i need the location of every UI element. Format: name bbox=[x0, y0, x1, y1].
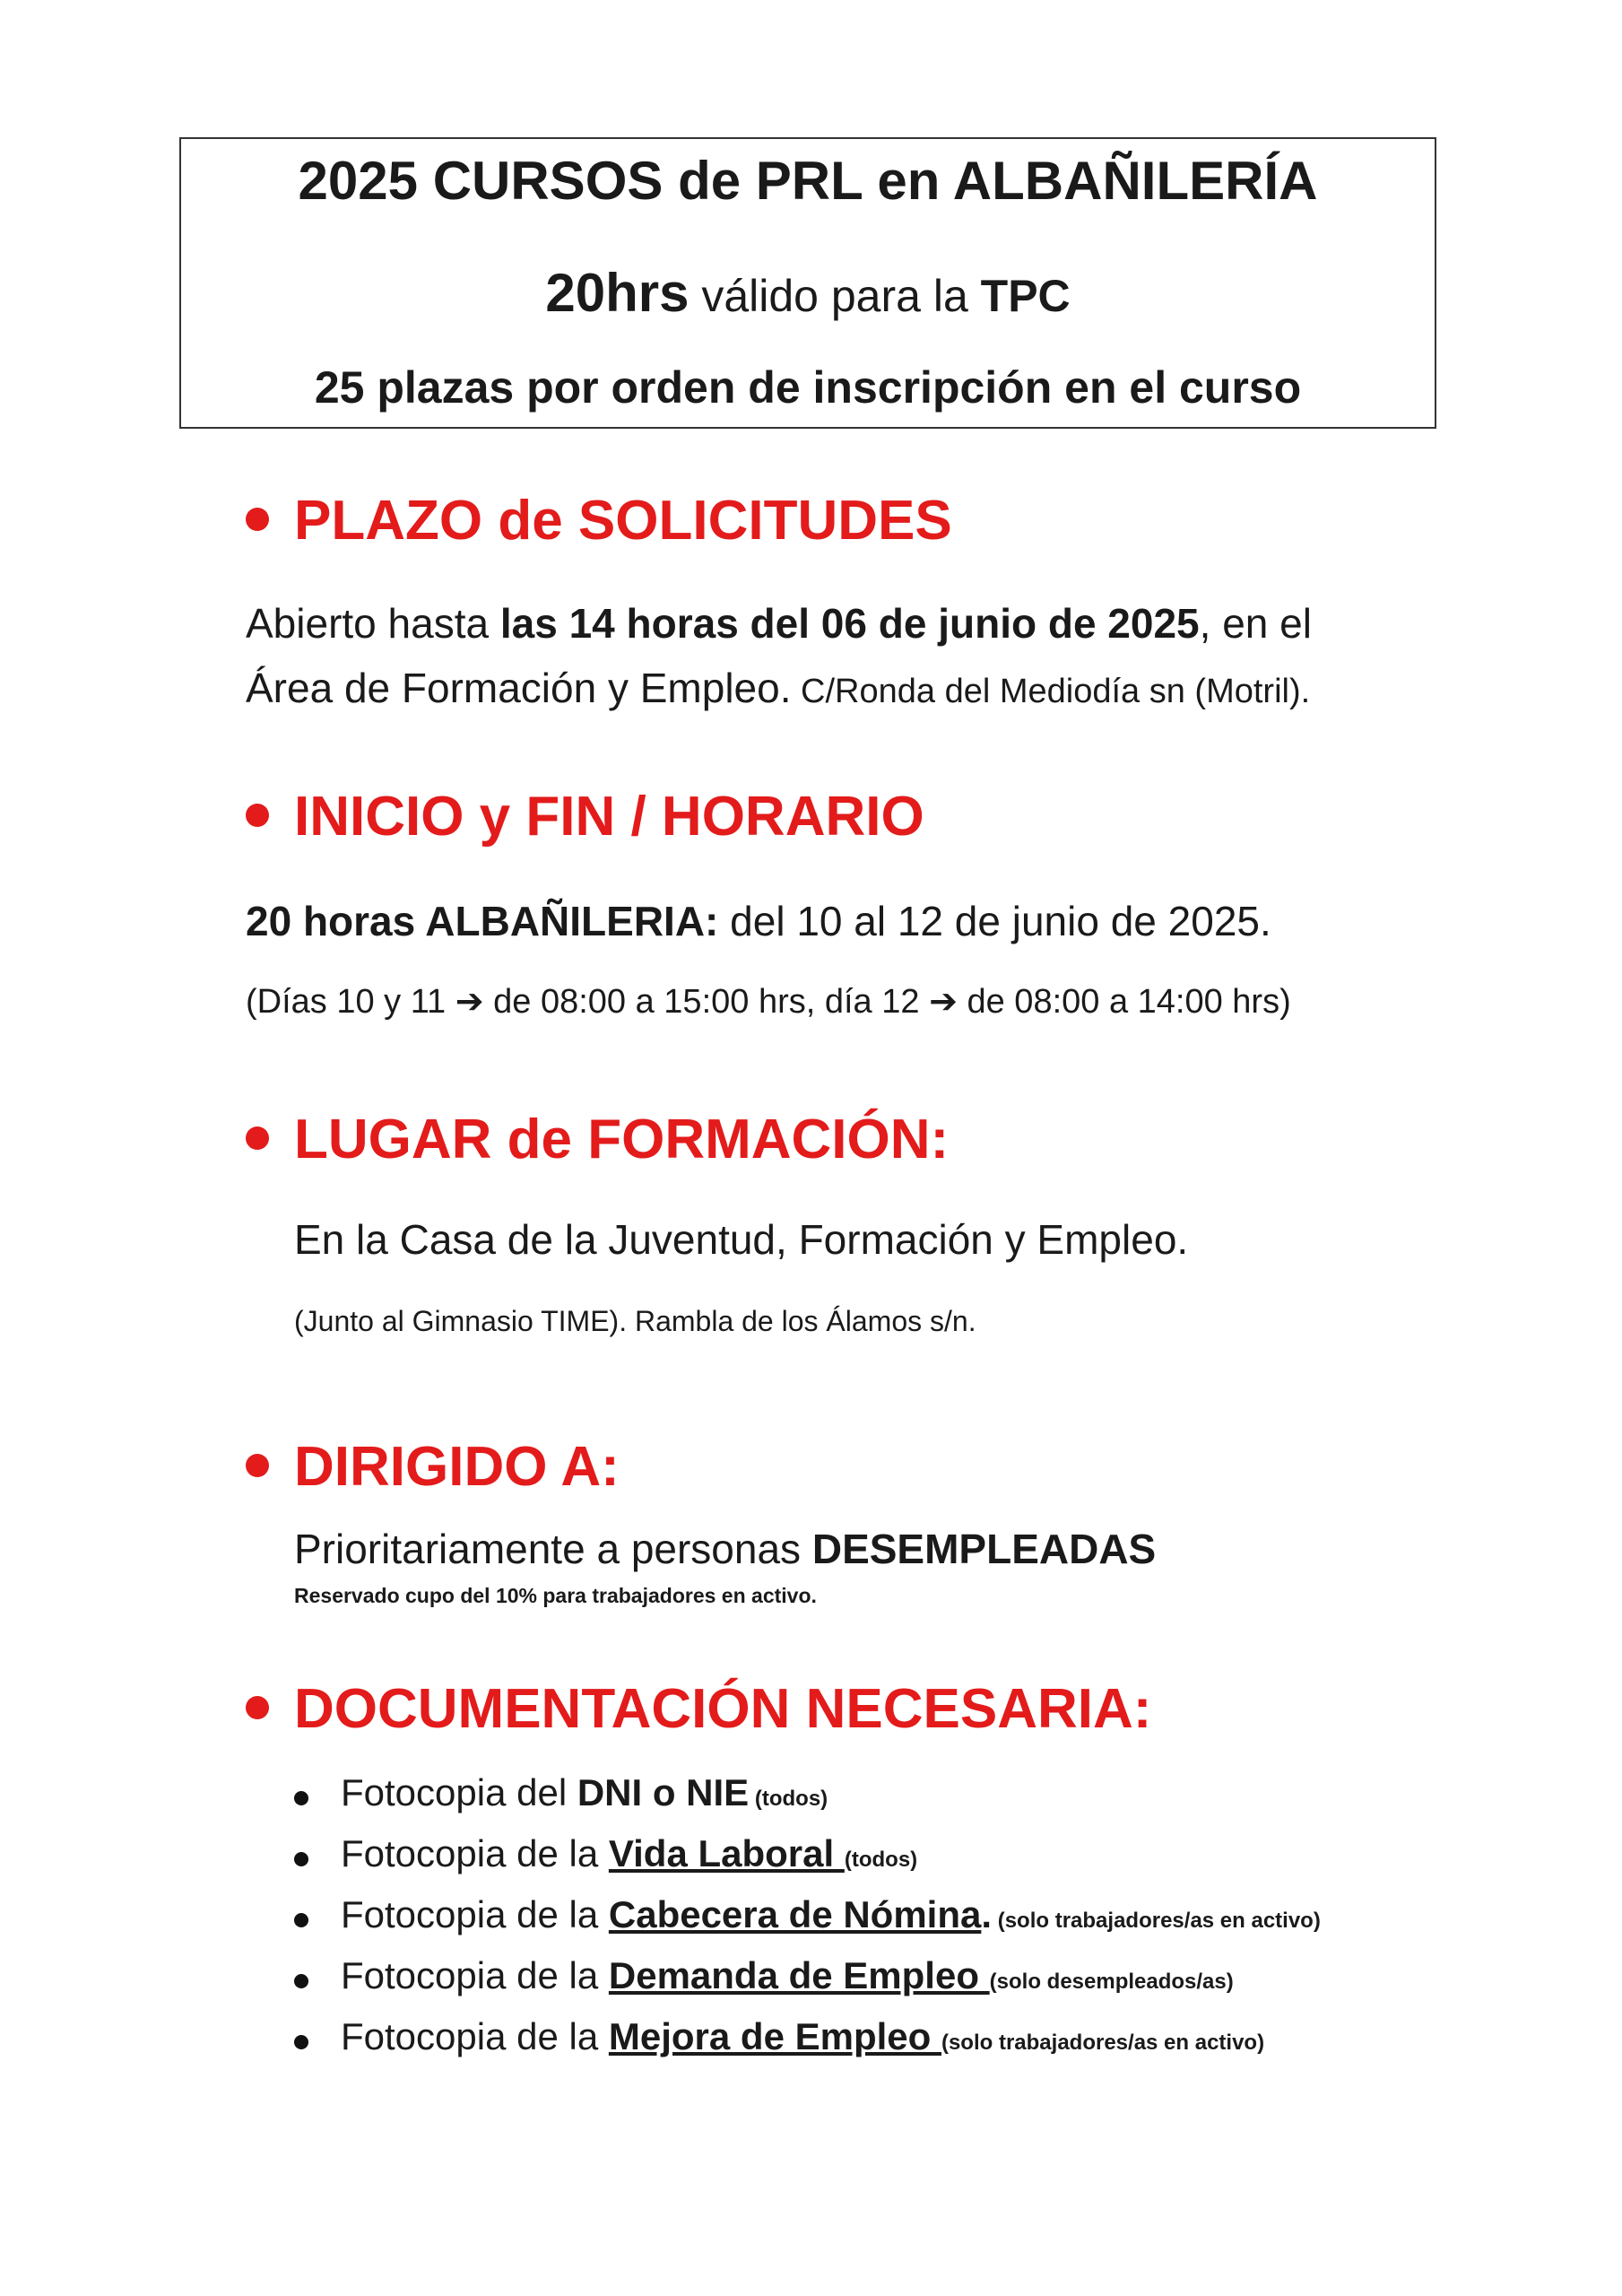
bullet-icon bbox=[294, 1852, 308, 1866]
section-lugar-title: LUGAR de FORMACIÓN: bbox=[246, 1108, 949, 1171]
arrow-icon: ➔ bbox=[929, 983, 958, 1021]
bullet-icon bbox=[294, 1913, 308, 1927]
section-dirigido-title: DIRIGIDO A: bbox=[246, 1435, 620, 1499]
bullet-icon bbox=[246, 508, 269, 531]
bullet-icon bbox=[294, 1791, 308, 1805]
plazas-line: 25 plazas por orden de inscripción en el curso bbox=[314, 362, 1302, 413]
bullet-icon bbox=[246, 1696, 269, 1719]
arrow-icon: ➔ bbox=[455, 983, 484, 1021]
bullet-icon bbox=[294, 2035, 308, 2049]
lugar-detail: (Junto al Gimnasio TIME). Rambla de los Álamos s/n. bbox=[294, 1305, 976, 1337]
plazo-line-1: Abierto hasta las 14 horas del 06 de junio de 2025, en el bbox=[246, 600, 1312, 647]
list-item: Fotocopia de la Vida Laboral (todos) bbox=[287, 1832, 1453, 1893]
valid-text: válido para la bbox=[689, 271, 981, 321]
inicio-dates: 20 horas ALBAÑILERIA: del 10 al 12 de junio de 2025. bbox=[246, 898, 1271, 944]
plazo-line-2: Área de Formación y Empleo. C/Ronda del Mediodía sn (Motril). bbox=[246, 665, 1311, 711]
dirigido-line: Prioritariamente a personas DESEMPLEADAS bbox=[294, 1526, 1157, 1572]
page-title: 2025 CURSOS de PRL en ALBAÑILERÍA bbox=[298, 151, 1318, 211]
list-item: Fotocopia de la Demanda de Empleo (solo desempleados/as) bbox=[287, 1954, 1453, 2015]
section-plazo-title: PLAZO de SOLICITUDES bbox=[246, 489, 952, 552]
section-documentacion-title: DOCUMENTACIÓN NECESARIA: bbox=[246, 1677, 1151, 1741]
lugar-place: En la Casa de la Juventud, Formación y Empleo. bbox=[294, 1216, 1189, 1263]
bullet-icon bbox=[246, 1454, 269, 1477]
bullet-icon bbox=[246, 1126, 269, 1150]
section-inicio-title: INICIO y FIN / HORARIO bbox=[246, 785, 924, 848]
bullet-icon bbox=[246, 804, 269, 827]
tpc-label: TPC bbox=[980, 271, 1071, 321]
header-hours-line bbox=[181, 262, 1435, 324]
hours-value: 20hrs bbox=[545, 263, 690, 323]
list-item: Fotocopia del DNI o NIE (todos) bbox=[287, 1771, 1453, 1832]
header-box bbox=[179, 137, 1436, 429]
list-item: Fotocopia de la Cabecera de Nómina. (solo trabajadores/as en activo) bbox=[287, 1893, 1453, 1954]
dirigido-note: Reservado cupo del 10% para trabajadores en activo. bbox=[294, 1584, 817, 1607]
bullet-icon bbox=[294, 1974, 308, 1988]
list-item: Fotocopia de la Mejora de Empleo (solo trabajadores/as en activo) bbox=[287, 2015, 1453, 2076]
inicio-schedule: (Días 10 y 11 ➔ de 08:00 a 15:00 hrs, día 12 ➔ de 08:00 a 14:00 hrs) bbox=[246, 983, 1291, 1021]
documentation-list bbox=[287, 1771, 1453, 2076]
